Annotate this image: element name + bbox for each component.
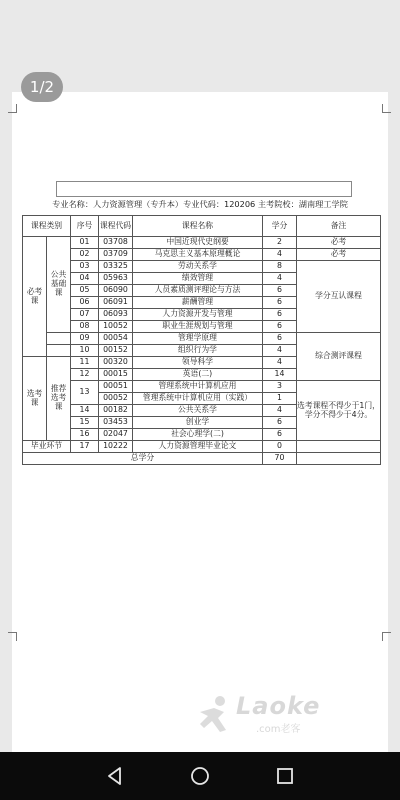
- cell-code: 00320: [99, 357, 133, 369]
- cell-blank: [47, 345, 71, 357]
- cell-note: [297, 441, 381, 453]
- cell-name: 社会心理学(二): [133, 429, 263, 441]
- table-row: [23, 381, 381, 393]
- cell-credit: 4: [263, 249, 297, 261]
- cell-code: 05963: [99, 273, 133, 285]
- title-field: [56, 181, 352, 197]
- back-icon[interactable]: [103, 764, 127, 788]
- cell-name: 管理学原理: [133, 333, 263, 345]
- crop-mark-top-right: [382, 104, 391, 113]
- table-header-row: [23, 216, 381, 237]
- column-header: 课程类别: [23, 216, 71, 237]
- home-icon[interactable]: [188, 764, 212, 788]
- recent-apps-icon[interactable]: [273, 764, 297, 788]
- cell-credit: 0: [263, 441, 297, 453]
- cell-no: 01: [71, 237, 99, 249]
- cell-code: 03325: [99, 261, 133, 273]
- column-header: 学分: [263, 216, 297, 237]
- cell-note: 必考: [297, 237, 381, 249]
- cell-name: 人力资源管理毕业论文: [133, 441, 263, 453]
- table-row: [23, 261, 381, 273]
- cell-code: 00051: [99, 381, 133, 393]
- cell-name: 公共关系学: [133, 405, 263, 417]
- cell-name: 劳动关系学: [133, 261, 263, 273]
- cell-name: 中国近现代史纲要: [133, 237, 263, 249]
- cell-no: 16: [71, 429, 99, 441]
- cell-no: 17: [71, 441, 99, 453]
- cell-name: 马克思主义基本原理概论: [133, 249, 263, 261]
- category-required: 必考课: [23, 237, 47, 357]
- crop-mark-top-left: [8, 104, 17, 113]
- cell-name: 职业生涯规划与管理: [133, 321, 263, 333]
- table-total-row: [23, 453, 381, 465]
- cell-note: [297, 453, 381, 465]
- page-indicator: 1/2: [21, 72, 63, 102]
- cell-credit: 4: [263, 357, 297, 369]
- cell-no: 05: [71, 285, 99, 297]
- cell-name: 管理系统中计算机应用（实践）: [133, 393, 263, 405]
- cell-credit: 6: [263, 333, 297, 345]
- course-table: [22, 215, 381, 465]
- cell-code: 06090: [99, 285, 133, 297]
- category-public-basic: 公共基础课: [47, 237, 71, 333]
- cell-no: 03: [71, 261, 99, 273]
- cell-no: 04: [71, 273, 99, 285]
- category-recommended: 推荐选考课: [47, 357, 71, 441]
- column-header: 课程代码: [99, 216, 133, 237]
- cell-credit: 14: [263, 369, 297, 381]
- document-header: 专业名称：人力资源管理（专升本）专业代码：120206 主考院校：湖南理工学院: [52, 199, 348, 209]
- cell-code: 02047: [99, 429, 133, 441]
- cell-code: 03453: [99, 417, 133, 429]
- cell-note: 必考: [297, 249, 381, 261]
- cell-credit: 6: [263, 417, 297, 429]
- cell-name: 组织行为学: [133, 345, 263, 357]
- cell-credit: 6: [263, 309, 297, 321]
- cell-credit: 4: [263, 273, 297, 285]
- cell-code: 00182: [99, 405, 133, 417]
- total-credits: 70: [263, 453, 297, 465]
- cell-credit: 6: [263, 429, 297, 441]
- cell-no: 11: [71, 357, 99, 369]
- column-header: 课程名称: [133, 216, 263, 237]
- watermark: [196, 690, 356, 740]
- cell-code: 03709: [99, 249, 133, 261]
- cell-name: 人力资源开发与管理: [133, 309, 263, 321]
- cell-no: 08: [71, 321, 99, 333]
- cell-credit: 1: [263, 393, 297, 405]
- category-graduation: 毕业环节: [23, 441, 71, 453]
- cell-credit: 6: [263, 297, 297, 309]
- cell-name: 绩效管理: [133, 273, 263, 285]
- cell-no: 13: [71, 381, 99, 405]
- table-row: [23, 333, 381, 345]
- cell-code: 00015: [99, 369, 133, 381]
- cell-code: 06091: [99, 297, 133, 309]
- category-elective: 选考课: [23, 357, 47, 441]
- cell-no: 14: [71, 405, 99, 417]
- cell-name: 创业学: [133, 417, 263, 429]
- cell-name: 人员素质测评理论与方法: [133, 285, 263, 297]
- column-header: 序号: [71, 216, 99, 237]
- column-header: 备注: [297, 216, 381, 237]
- cell-credit: 4: [263, 405, 297, 417]
- cell-credit: 4: [263, 345, 297, 357]
- note-comprehensive: 综合测评课程: [297, 333, 381, 381]
- note-elective-rule: 选考课程不得少于1门，学分不得少于4分。: [297, 381, 381, 441]
- cell-code: 10222: [99, 441, 133, 453]
- crop-mark-bottom-left: [8, 632, 17, 641]
- cell-code: 00054: [99, 333, 133, 345]
- table-row: [23, 441, 381, 453]
- cell-credit: 6: [263, 321, 297, 333]
- watermark-text: Laoke: [236, 692, 321, 720]
- watermark-subtext: .com老客: [256, 724, 301, 735]
- cell-no: 09: [71, 333, 99, 345]
- total-label: 总学分: [23, 453, 263, 465]
- cell-name: 领导科学: [133, 357, 263, 369]
- cell-no: 02: [71, 249, 99, 261]
- cell-credit: 6: [263, 285, 297, 297]
- note-credit-mutual: 学分互认课程: [297, 261, 381, 333]
- table-row: [23, 249, 381, 261]
- cell-no: 06: [71, 297, 99, 309]
- cell-name: 薪酬管理: [133, 297, 263, 309]
- cell-name: 英语(二): [133, 369, 263, 381]
- cell-credit: 8: [263, 261, 297, 273]
- cell-credit: 2: [263, 237, 297, 249]
- cell-no: 12: [71, 369, 99, 381]
- cell-credit: 3: [263, 381, 297, 393]
- crop-mark-bottom-right: [382, 632, 391, 641]
- table-row: [23, 237, 381, 249]
- watermark-figure-icon: [196, 694, 232, 734]
- system-navigation-bar: [0, 752, 400, 800]
- cell-blank: [47, 333, 71, 345]
- cell-code: 00052: [99, 393, 133, 405]
- cell-no: 15: [71, 417, 99, 429]
- cell-code: 00152: [99, 345, 133, 357]
- cell-no: 10: [71, 345, 99, 357]
- cell-name: 管理系统中计算机应用: [133, 381, 263, 393]
- cell-no: 07: [71, 309, 99, 321]
- cell-code: 06093: [99, 309, 133, 321]
- cell-code: 03708: [99, 237, 133, 249]
- cell-code: 10052: [99, 321, 133, 333]
